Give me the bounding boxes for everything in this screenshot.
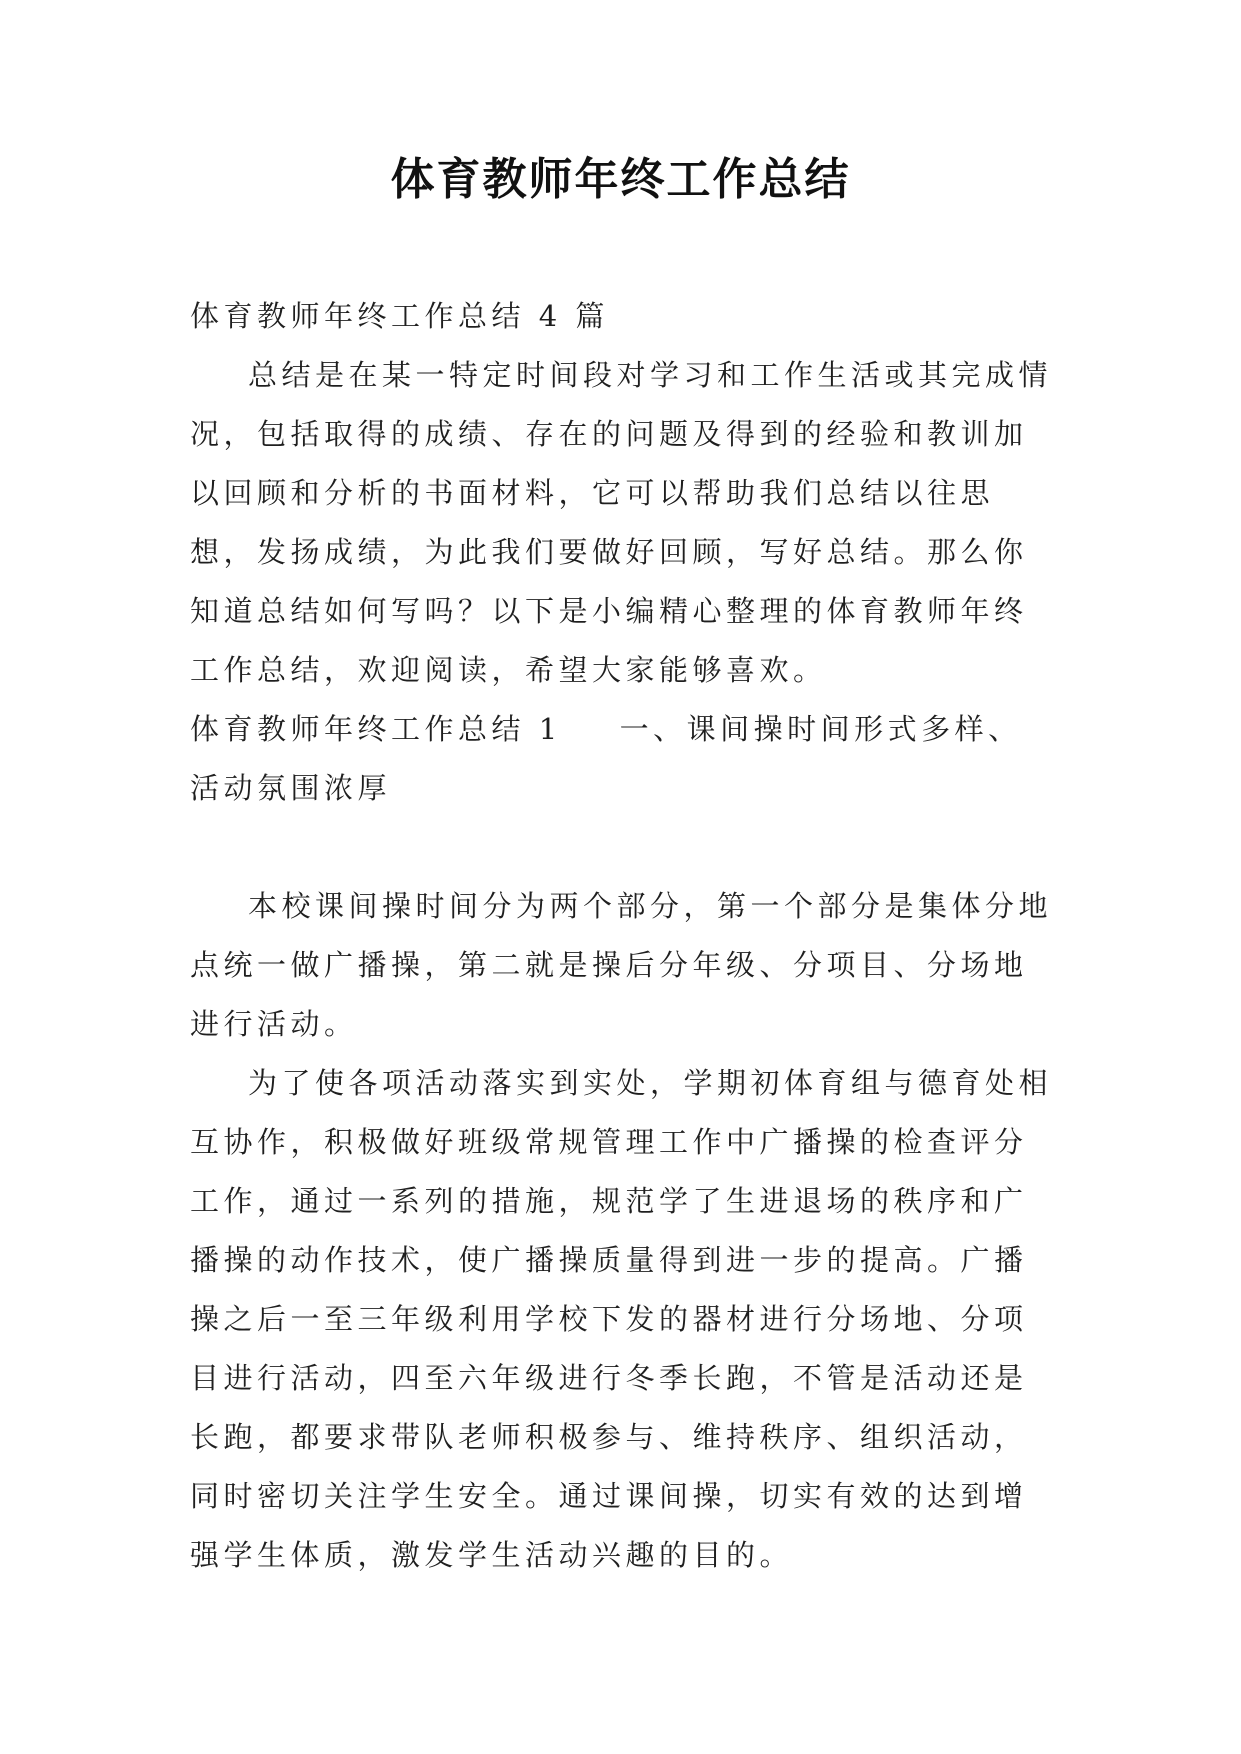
paragraph-2: 为了使各项活动落实到实处，学期初体育组与德育处相互协作，积极做好班级常规管理工作中广播操的检查评分工作，通过一系列的措施，规范学了生进退场的秩序和广播操的动作技术，使广播操质量得到进一步的提高。广播操之后一至三年级利用学校下发的器材进行分场地、分项目进行活动，四至六年级进行冬季长跑，不管是活动还是长跑，都要求带队老师积极参与、维持秩序、组织活动，同时密切关注学生安全。通过课间操，切实有效的达到增强学生体质，激发学生活动兴趣的目的。 <box>190 1066 1053 1572</box>
document-subtitle: 体育教师年终工作总结 4 篇 <box>190 299 609 333</box>
paragraph-1: 本校课间操时间分为两个部分，第一个部分是集体分地点统一做广播操，第二就是操后分年级、分项目、分场地进行活动。 <box>190 889 1053 1041</box>
section-1-heading: 一、课间操时间形式多样、活动氛围浓厚 <box>190 712 1022 805</box>
section-1-header <box>190 700 1052 818</box>
document-title: 体育教师年终工作总结 <box>390 154 851 205</box>
section-1-label: 体育教师年终工作总结 1 <box>190 712 562 746</box>
document-body <box>190 287 1052 1585</box>
intro-paragraph: 总结是在某一特定时间段对学习和工作生活或其完成情况，包括取得的成绩、存在的问题及得到的经验和教训加以回顾和分析的书面材料，它可以帮助我们总结以往思想，发扬成绩，为此我们要做好回顾，写好总结。那么你知道总结如何写吗？以下是小编精心整理的体育教师年终工作总结，欢迎阅读，希望大家能够喜欢。 <box>190 358 1053 687</box>
